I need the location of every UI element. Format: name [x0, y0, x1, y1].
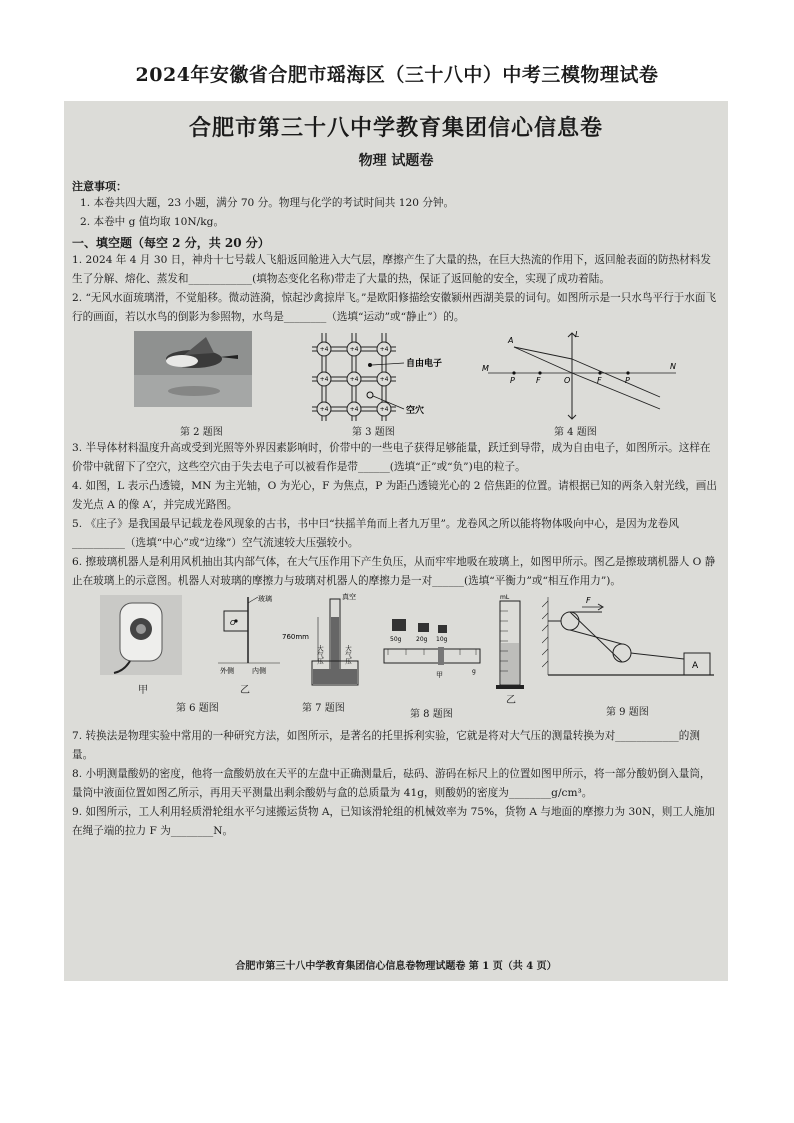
fig6-caption: 第 6 题图 — [176, 703, 219, 714]
svg-text:50g: 50g — [390, 636, 402, 643]
question-1: 1. 2024 年 4 月 30 日，神舟十七号载人飞船返回舱进入大气层，摩擦产生了大量的热，在巨大热流的作用下，返回舱表面的防热材料发生了分解、熔化、蒸发和____________(填物态变化名称)带走了大量的热，保证了返回舱的安全，实现了成功着陆。 — [72, 254, 711, 285]
bird-photo — [134, 331, 252, 407]
svg-text:20g: 20g — [416, 636, 428, 643]
svg-text:+4: +4 — [349, 406, 359, 413]
question-9: 9. 如图所示，工人利用轻质滑轮组水平匀速搬运货物 A，已知该滑轮组的机械效率为 75%，货物 A 与地面的摩擦力为 30N，则工人施加在绳子端的拉力 F 为________N。 — [72, 806, 715, 837]
semiconductor-lattice-diagram — [304, 329, 454, 425]
svg-text:+4: +4 — [379, 406, 389, 413]
figure-row-1 — [72, 327, 720, 439]
svg-text:自由电子: 自由电子 — [406, 359, 443, 369]
svg-text:F: F — [586, 596, 591, 605]
svg-text:O: O — [230, 619, 236, 627]
question-5: 5. 《庄子》是我国最早记载龙卷风现象的古书，书中曰“扶摇羊角而上者九万里”。龙卷风之所以能将物体吸向中心，是因为龙卷风__________（选填“中心”或“边缘”）空气流速较大压强较小。 — [72, 518, 679, 549]
svg-text:P: P — [625, 376, 630, 385]
svg-text:+4: +4 — [319, 406, 329, 413]
svg-text:外侧: 外侧 — [220, 667, 234, 675]
notice-heading: 注意事项： — [72, 180, 127, 193]
question-2: 2. “无风水面琉璃滑，不觉船移。微动涟漪，惊起沙禽掠岸飞。”是欧阳修描绘安徽颍州西湖美景的词句。如图所示是一只水鸟平行于水面飞行的画面，若以水鸟的倒影为参照物，水鸟是________（选填“运动”或“静止”）的。 — [72, 292, 717, 323]
svg-text:A: A — [692, 661, 699, 671]
scanned-exam-page — [64, 101, 728, 981]
measuring-cylinder-diagram — [492, 591, 532, 691]
svg-text:mL: mL — [500, 594, 510, 601]
svg-text:+4: +4 — [349, 346, 359, 353]
fig8-caption: 第 8 题图 — [410, 709, 453, 720]
svg-text:+4: +4 — [349, 376, 359, 383]
svg-text:+4: +4 — [379, 376, 389, 383]
lens-ray-diagram — [480, 327, 680, 423]
svg-text:真空: 真空 — [342, 593, 356, 601]
page-title: 2024年安徽省合肥市瑶海区（三十八中）中考三模物理试卷 — [135, 64, 659, 86]
svg-text:A: A — [508, 336, 514, 345]
fig6-yi-label: 乙 — [240, 685, 250, 696]
fig2-caption: 第 2 题图 — [180, 427, 223, 438]
svg-text:大气压: 大气压 — [344, 645, 352, 665]
svg-text:P: P — [510, 376, 515, 385]
svg-text:O: O — [564, 376, 571, 385]
svg-text:玻璃: 玻璃 — [258, 595, 272, 603]
svg-text:10g: 10g — [436, 636, 448, 643]
pulley-system-diagram — [542, 591, 718, 695]
question-8: 8. 小明测量酸奶的密度，他将一盒酸奶放在天平的左盘中正确测量后，砝码、游码在标尺上的位置如图甲所示，将一部分酸奶倒入量筒，量筒中液面位置如图乙所示，再用天平测量出剩余酸奶与盒的总质量为 41g，则酸奶的密度为________g/cm³。 — [72, 768, 711, 799]
svg-text:M: M — [482, 364, 489, 373]
svg-text:+4: +4 — [319, 376, 329, 383]
svg-text:甲: 甲 — [436, 671, 443, 679]
fig4-caption: 第 4 题图 — [554, 427, 597, 438]
fig8-yi-label: 乙 — [506, 695, 516, 706]
torricelli-experiment-diagram — [282, 591, 382, 691]
notice-2: 2. 本卷中 g 值均取 10N/kg。 — [80, 216, 225, 228]
svg-text:L: L — [575, 330, 580, 339]
window-robot-photo — [100, 595, 182, 675]
fig3-caption: 第 3 题图 — [352, 427, 395, 438]
question-3: 3. 半导体材料温度升高或受到光照等外界因素影响时，价带中的一些电子获得足够能量，跃迁到导带，成为自由电子，如图所示。这样在价带中就留下了空穴，这些空穴由于失去电子可以被看作是带______(选填“正”或“负”)电的粒子。 — [72, 442, 711, 473]
question-4: 4. 如图，L 表示凸透镜，MN 为主光轴，O 为光心，F 为焦点，P 为距凸透镜光心的 2 倍焦距的位置。请根据已知的两条入射光线，画出发光点 A 的像 A′，并完成光路图。 — [72, 480, 717, 511]
fig7-caption: 第 7 题图 — [302, 703, 345, 714]
question-6: 6. 擦玻璃机器人是利用风机抽出其内部气体，在大气压作用下产生负压，从而牢牢地吸在玻璃上，如图甲所示。图乙是擦玻璃机器人 O 静止在玻璃上的示意图。机器人对玻璃的摩擦力与玻璃对机器人的摩擦力是一对______(选填“平衡力”或“相互作用力”)。 — [72, 556, 716, 587]
figure-row-2 — [72, 591, 720, 727]
notice-1: 1. 本卷共四大题，23 小题，满分 70 分。物理与化学的考试时间共 120 分钟。 — [80, 197, 455, 209]
svg-text:+4: +4 — [319, 346, 329, 353]
fig9-caption: 第 9 题图 — [606, 707, 649, 718]
question-7: 7. 转换法是物理实验中常用的一种研究方法，如图所示，是著名的托里拆利实验，它就是将对大气压的测量转换为对____________的测量。 — [72, 730, 700, 761]
svg-text:760mm: 760mm — [282, 633, 309, 641]
svg-text:空穴: 空穴 — [406, 406, 425, 416]
svg-text:+4: +4 — [379, 346, 389, 353]
svg-text:N: N — [670, 362, 676, 371]
svg-text:F: F — [597, 376, 602, 385]
svg-text:大气压: 大气压 — [316, 645, 324, 665]
svg-text:内侧: 内侧 — [252, 667, 266, 675]
page-footer: 合肥市第三十八中学教育集团信心信息卷物理试题卷 第 1 页（共 4 页） — [235, 961, 557, 972]
section-1-heading: 一、填空题（每空 2 分，共 20 分） — [72, 236, 270, 250]
subject-title: 物理 试题卷 — [358, 153, 434, 169]
school-title: 合肥市第三十八中学教育集团信心信息卷 — [188, 115, 603, 141]
robot-on-glass-diagram — [218, 591, 280, 679]
balance-weights-diagram — [380, 599, 484, 679]
svg-text:F: F — [536, 376, 541, 385]
svg-text:g: g — [472, 668, 476, 675]
fig6-jia-label: 甲 — [138, 685, 148, 696]
